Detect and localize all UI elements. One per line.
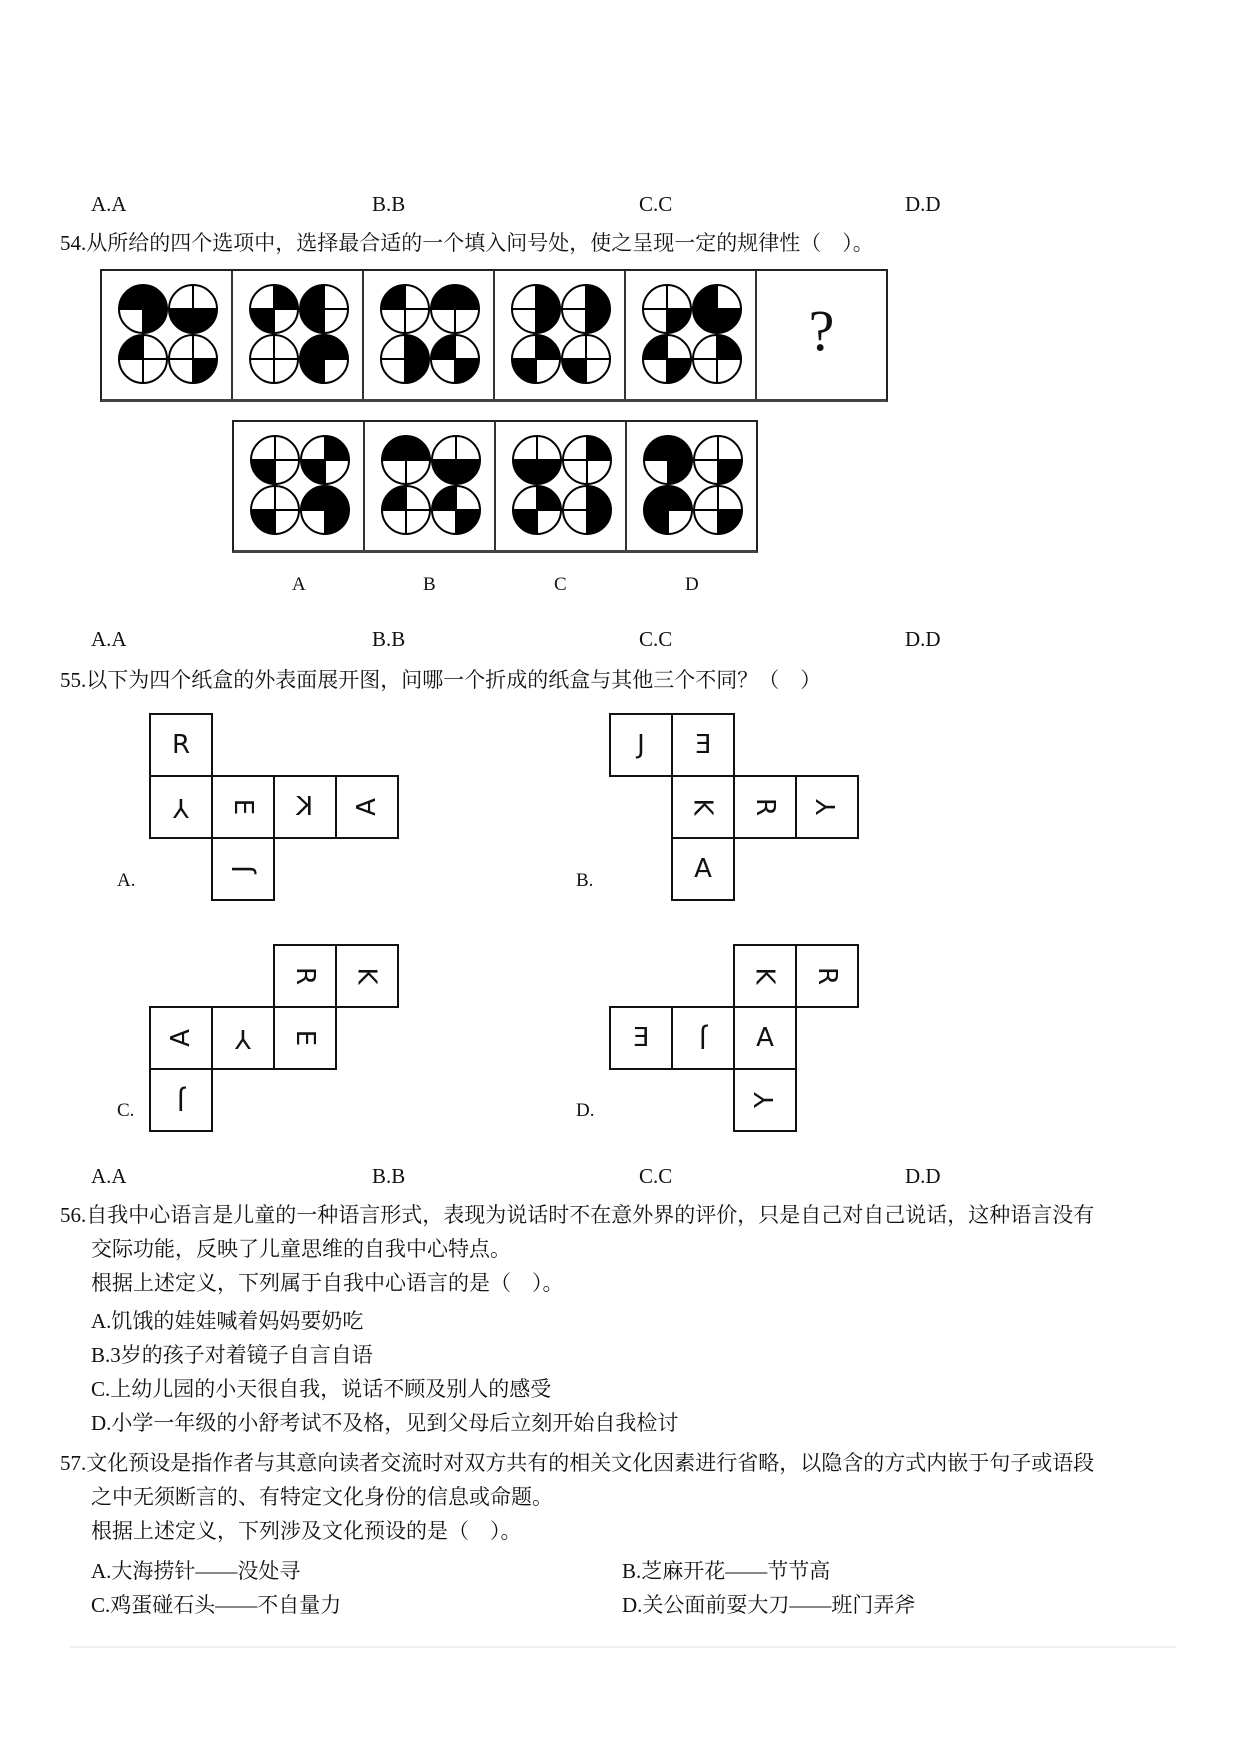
quartered-circle	[512, 285, 560, 333]
q56-option-d[interactable]: D.小学一年级的小舒考试不及格，见到父母后立刻开始自我检讨	[91, 1411, 679, 1435]
quartered-circle	[300, 335, 348, 383]
q57-option-b[interactable]: B.芝麻开花——节节高	[622, 1559, 831, 1583]
net-face	[149, 1068, 213, 1132]
q57-prompt: 根据上述定义，下列涉及文化预设的是（ ）。	[91, 1519, 522, 1543]
quartered-circle	[513, 486, 561, 534]
q56-prompt: 根据上述定义，下列属于自我中心语言的是（ ）。	[91, 1271, 564, 1295]
face-letter: A	[756, 1023, 774, 1053]
quartered-circle	[381, 335, 429, 383]
answer-figure-b[interactable]	[365, 422, 496, 550]
quartered-circle	[513, 436, 561, 484]
q56-stem-line1: 56.自我中心语言是儿童的一种语言形式，表现为说话时不在意外界的评价，只是自己对自己说话，这种语言没有	[60, 1203, 1095, 1227]
quartered-circle	[250, 335, 298, 383]
q54-option-d[interactable]: D.D	[905, 627, 941, 651]
page-divider	[70, 1646, 1176, 1648]
q56-option-b[interactable]: B.3岁的孩子对着镜子自言自语	[91, 1343, 373, 1367]
sequence-figure-4	[495, 271, 626, 399]
question-mark: ?	[808, 298, 835, 363]
q55-option-a[interactable]: A.A	[91, 1164, 127, 1188]
net-face	[149, 713, 213, 777]
q54-stem: 54.从所给的四个选项中，选择最合适的一个填入问号处，使之呈现一定的规律性（ ）。	[60, 231, 874, 255]
q57-stem-line1: 57.文化预设是指作者与其意向读者交流时对双方共有的相关文化因素进行省略，以隐含的方式内嵌于句子或语段	[60, 1451, 1095, 1475]
face-letter: K	[352, 967, 382, 985]
sequence-figure-5	[626, 271, 757, 399]
quartered-circle	[301, 486, 349, 534]
quartered-circle	[643, 285, 691, 333]
quartered-circle	[693, 285, 741, 333]
q54-answer-strip	[232, 420, 758, 553]
net-face	[335, 775, 399, 839]
net-face	[733, 944, 797, 1008]
q57-stem-line2: 之中无须断言的、有特定文化身份的信息或命题。	[91, 1485, 553, 1509]
prev-option-c[interactable]: C.C	[639, 192, 673, 216]
net-face	[795, 775, 859, 839]
net-face	[609, 713, 673, 777]
net-face	[273, 944, 337, 1008]
q54-answer-label-a: A	[292, 574, 306, 595]
quartered-circle	[431, 285, 479, 333]
net-face	[671, 1006, 735, 1070]
face-letter: J	[177, 1085, 185, 1115]
face-letter: E	[632, 1023, 650, 1053]
quartered-circle	[251, 436, 299, 484]
net-label: B.	[576, 870, 594, 891]
prev-option-d[interactable]: D.D	[905, 192, 941, 216]
net-label: D.	[576, 1100, 595, 1121]
face-letter: Y	[173, 792, 189, 822]
quartered-circle	[432, 486, 480, 534]
q57-option-c[interactable]: C.鸡蛋碰石头——不自量力	[91, 1593, 342, 1617]
q56-stem-line2: 交际功能，反映了儿童思维的自我中心特点。	[91, 1237, 511, 1261]
quartered-circle	[562, 285, 610, 333]
quartered-circle	[693, 335, 741, 383]
face-letter: E	[228, 798, 258, 816]
q57-option-d[interactable]: D.关公面前耍大刀——班门弄斧	[622, 1593, 916, 1617]
quartered-circle	[119, 335, 167, 383]
quartered-circle	[382, 486, 430, 534]
net-face	[733, 1068, 797, 1132]
quartered-circle	[563, 486, 611, 534]
net-face	[273, 775, 337, 839]
face-letter: J	[699, 1023, 707, 1053]
face-letter: A	[165, 1029, 196, 1047]
q56-option-a[interactable]: A.饥饿的娃娃喊着妈妈要奶吃	[91, 1309, 364, 1333]
face-letter: K	[688, 798, 718, 816]
net-face	[273, 1006, 337, 1070]
q54-option-a[interactable]: A.A	[91, 627, 127, 651]
answer-figure-a[interactable]	[234, 422, 365, 550]
q55-option-b[interactable]: B.B	[372, 1164, 406, 1188]
sequence-figure-2	[233, 271, 364, 399]
net-face	[211, 837, 275, 901]
face-letter: K	[750, 967, 780, 985]
net-label: A.	[117, 870, 136, 891]
quartered-circle	[300, 285, 348, 333]
net-face	[149, 775, 213, 839]
face-letter: R	[811, 966, 842, 986]
face-letter: Y	[811, 799, 842, 815]
q54-option-b[interactable]: B.B	[372, 627, 406, 651]
question-cell	[757, 271, 886, 399]
quartered-circle	[562, 335, 610, 383]
quartered-circle	[431, 335, 479, 383]
net-face	[609, 1006, 673, 1070]
q56-option-c[interactable]: C.上幼儿园的小天很自我，说话不顾及别人的感受	[91, 1377, 552, 1401]
quartered-circle	[119, 285, 167, 333]
prev-option-b[interactable]: B.B	[372, 192, 406, 216]
face-letter: R	[749, 797, 780, 817]
net-face	[795, 944, 859, 1008]
quartered-circle	[694, 436, 742, 484]
q54-answer-label-d: D	[685, 574, 699, 595]
q57-option-a[interactable]: A.大海捞针——没处寻	[91, 1559, 301, 1583]
quartered-circle	[643, 335, 691, 383]
sequence-figure-1	[102, 271, 233, 399]
face-letter: R	[171, 730, 191, 760]
quartered-circle	[432, 436, 480, 484]
q54-answer-label-c: C	[554, 574, 567, 595]
net-face	[211, 1006, 275, 1070]
net-face	[733, 775, 797, 839]
quartered-circle	[644, 486, 692, 534]
answer-figure-d[interactable]	[627, 422, 756, 550]
quartered-circle	[251, 486, 299, 534]
q55-stem: 55.以下为四个纸盒的外表面展开图，问哪一个折成的纸盒与其他三个不同？（ ）	[60, 668, 822, 692]
net-face	[211, 775, 275, 839]
net-face	[671, 713, 735, 777]
quartered-circle	[250, 285, 298, 333]
face-letter: K	[296, 792, 314, 822]
q54-sequence-strip	[100, 269, 888, 402]
face-letter: R	[289, 966, 320, 986]
prev-option-a[interactable]: A.A	[91, 192, 127, 216]
net-face	[733, 1006, 797, 1070]
quartered-circle	[563, 436, 611, 484]
quartered-circle	[381, 285, 429, 333]
quartered-circle	[169, 335, 217, 383]
sequence-figure-3	[364, 271, 495, 399]
q54-answer-label-b: B	[423, 574, 436, 595]
quartered-circle	[694, 486, 742, 534]
quartered-circle	[382, 436, 430, 484]
q55-option-d[interactable]: D.D	[905, 1164, 941, 1188]
face-letter: E	[290, 1029, 320, 1047]
face-letter: Y	[749, 1092, 780, 1108]
quartered-circle	[512, 335, 560, 383]
quartered-circle	[301, 436, 349, 484]
net-face	[671, 837, 735, 901]
quartered-circle	[169, 285, 217, 333]
net-face	[149, 1006, 213, 1070]
face-letter: A	[351, 798, 382, 816]
face-letter: J	[227, 865, 258, 873]
q54-option-c[interactable]: C.C	[639, 627, 673, 651]
net-label: C.	[117, 1100, 135, 1121]
q55-option-c[interactable]: C.C	[639, 1164, 673, 1188]
face-letter: E	[694, 730, 712, 760]
quartered-circle	[644, 436, 692, 484]
face-letter: Y	[235, 1023, 251, 1053]
net-face	[671, 775, 735, 839]
face-letter: J	[637, 730, 645, 760]
answer-figure-c[interactable]	[496, 422, 627, 550]
face-letter: A	[694, 854, 712, 884]
net-face	[335, 944, 399, 1008]
